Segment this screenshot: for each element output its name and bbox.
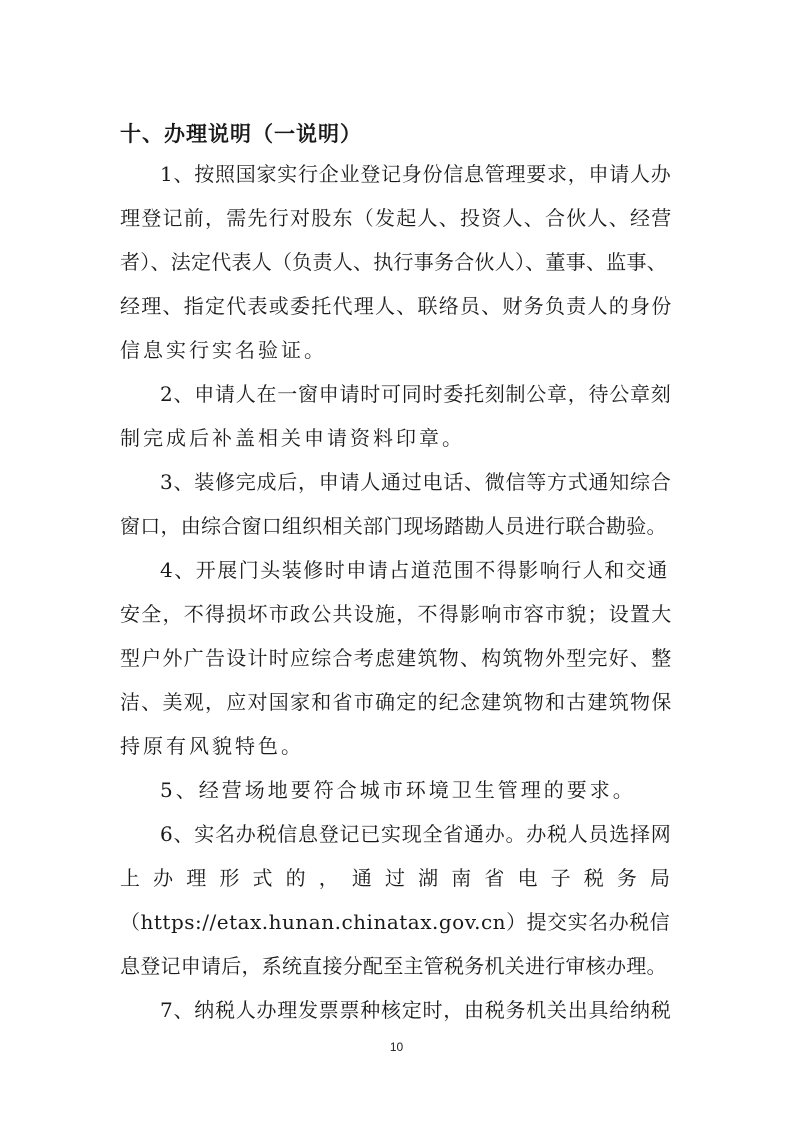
- paragraph-1-line-3: 者）、法定代表人（负责人、执行事务合伙人）、董事、监事、: [120, 250, 667, 274]
- paragraph-7-line-1: 7、纳税人办理发票票种核定时，由税务机关出具给纳税: [160, 998, 672, 1022]
- paragraph-1-line-2: 理登记前，需先行对股东（发起人、投资人、合伙人、经营: [120, 206, 673, 230]
- paragraph-4-line-3: 型户外广告设计时应综合考虑建筑物、构筑物外型完好、整: [120, 646, 673, 670]
- paragraph-6-line-1: 6、实名办税信息登记已实现全省通办。办税人员选择网: [160, 822, 672, 846]
- section-heading: 十、办理说明（一说明）: [120, 122, 362, 146]
- paragraph-6-line-2: 上办理形式的，通过湖南省电子税务局: [120, 866, 672, 890]
- paragraph-3-line-1: 3、装修完成后，申请人通过电话、微信等方式通知综合: [160, 470, 672, 494]
- paragraph-3-line-2: 窗口，由综合窗口组织相关部门现场踏勘人员进行联合勘验。: [120, 514, 667, 538]
- paragraph-4-line-1: 4、开展门头装修时申请占道范围不得影响行人和交通: [160, 558, 669, 582]
- paragraph-6-line-4: 息登记申请后，系统直接分配至主管税务机关进行审核办理。: [120, 954, 667, 978]
- paragraph-2-line-1: 2、申请人在一窗申请时可同时委托刻制公章，待公章刻: [160, 382, 672, 406]
- paragraph-4-line-2: 安全，不得损坏市政公共设施，不得影响市容市貌；设置大: [120, 602, 673, 626]
- paragraph-1-line-4: 经理、指定代表或委托代理人、联络员、财务负责人的身份: [120, 294, 673, 318]
- page-number: 10: [389, 1040, 404, 1054]
- paragraph-5-line-1: 5、经营场地要符合城市环境卫生管理的要求。: [160, 778, 636, 802]
- paragraph-4-line-5: 持原有风貌特色。: [120, 734, 304, 758]
- paragraph-1-line-1: 1、按照国家实行企业登记身份信息管理要求，申请人办: [160, 162, 672, 186]
- paragraph-2-line-2: 制完成后补盖相关申请资料印章。: [120, 426, 465, 450]
- paragraph-6-line-3: （https://etax.hunan.chinatax.gov.cn）提交实名办税信: [120, 910, 671, 934]
- paragraph-1-line-5: 信息实行实名验证。: [120, 338, 327, 362]
- paragraph-4-line-4: 洁、美观，应对国家和省市确定的纪念建筑物和古建筑物保: [120, 690, 673, 714]
